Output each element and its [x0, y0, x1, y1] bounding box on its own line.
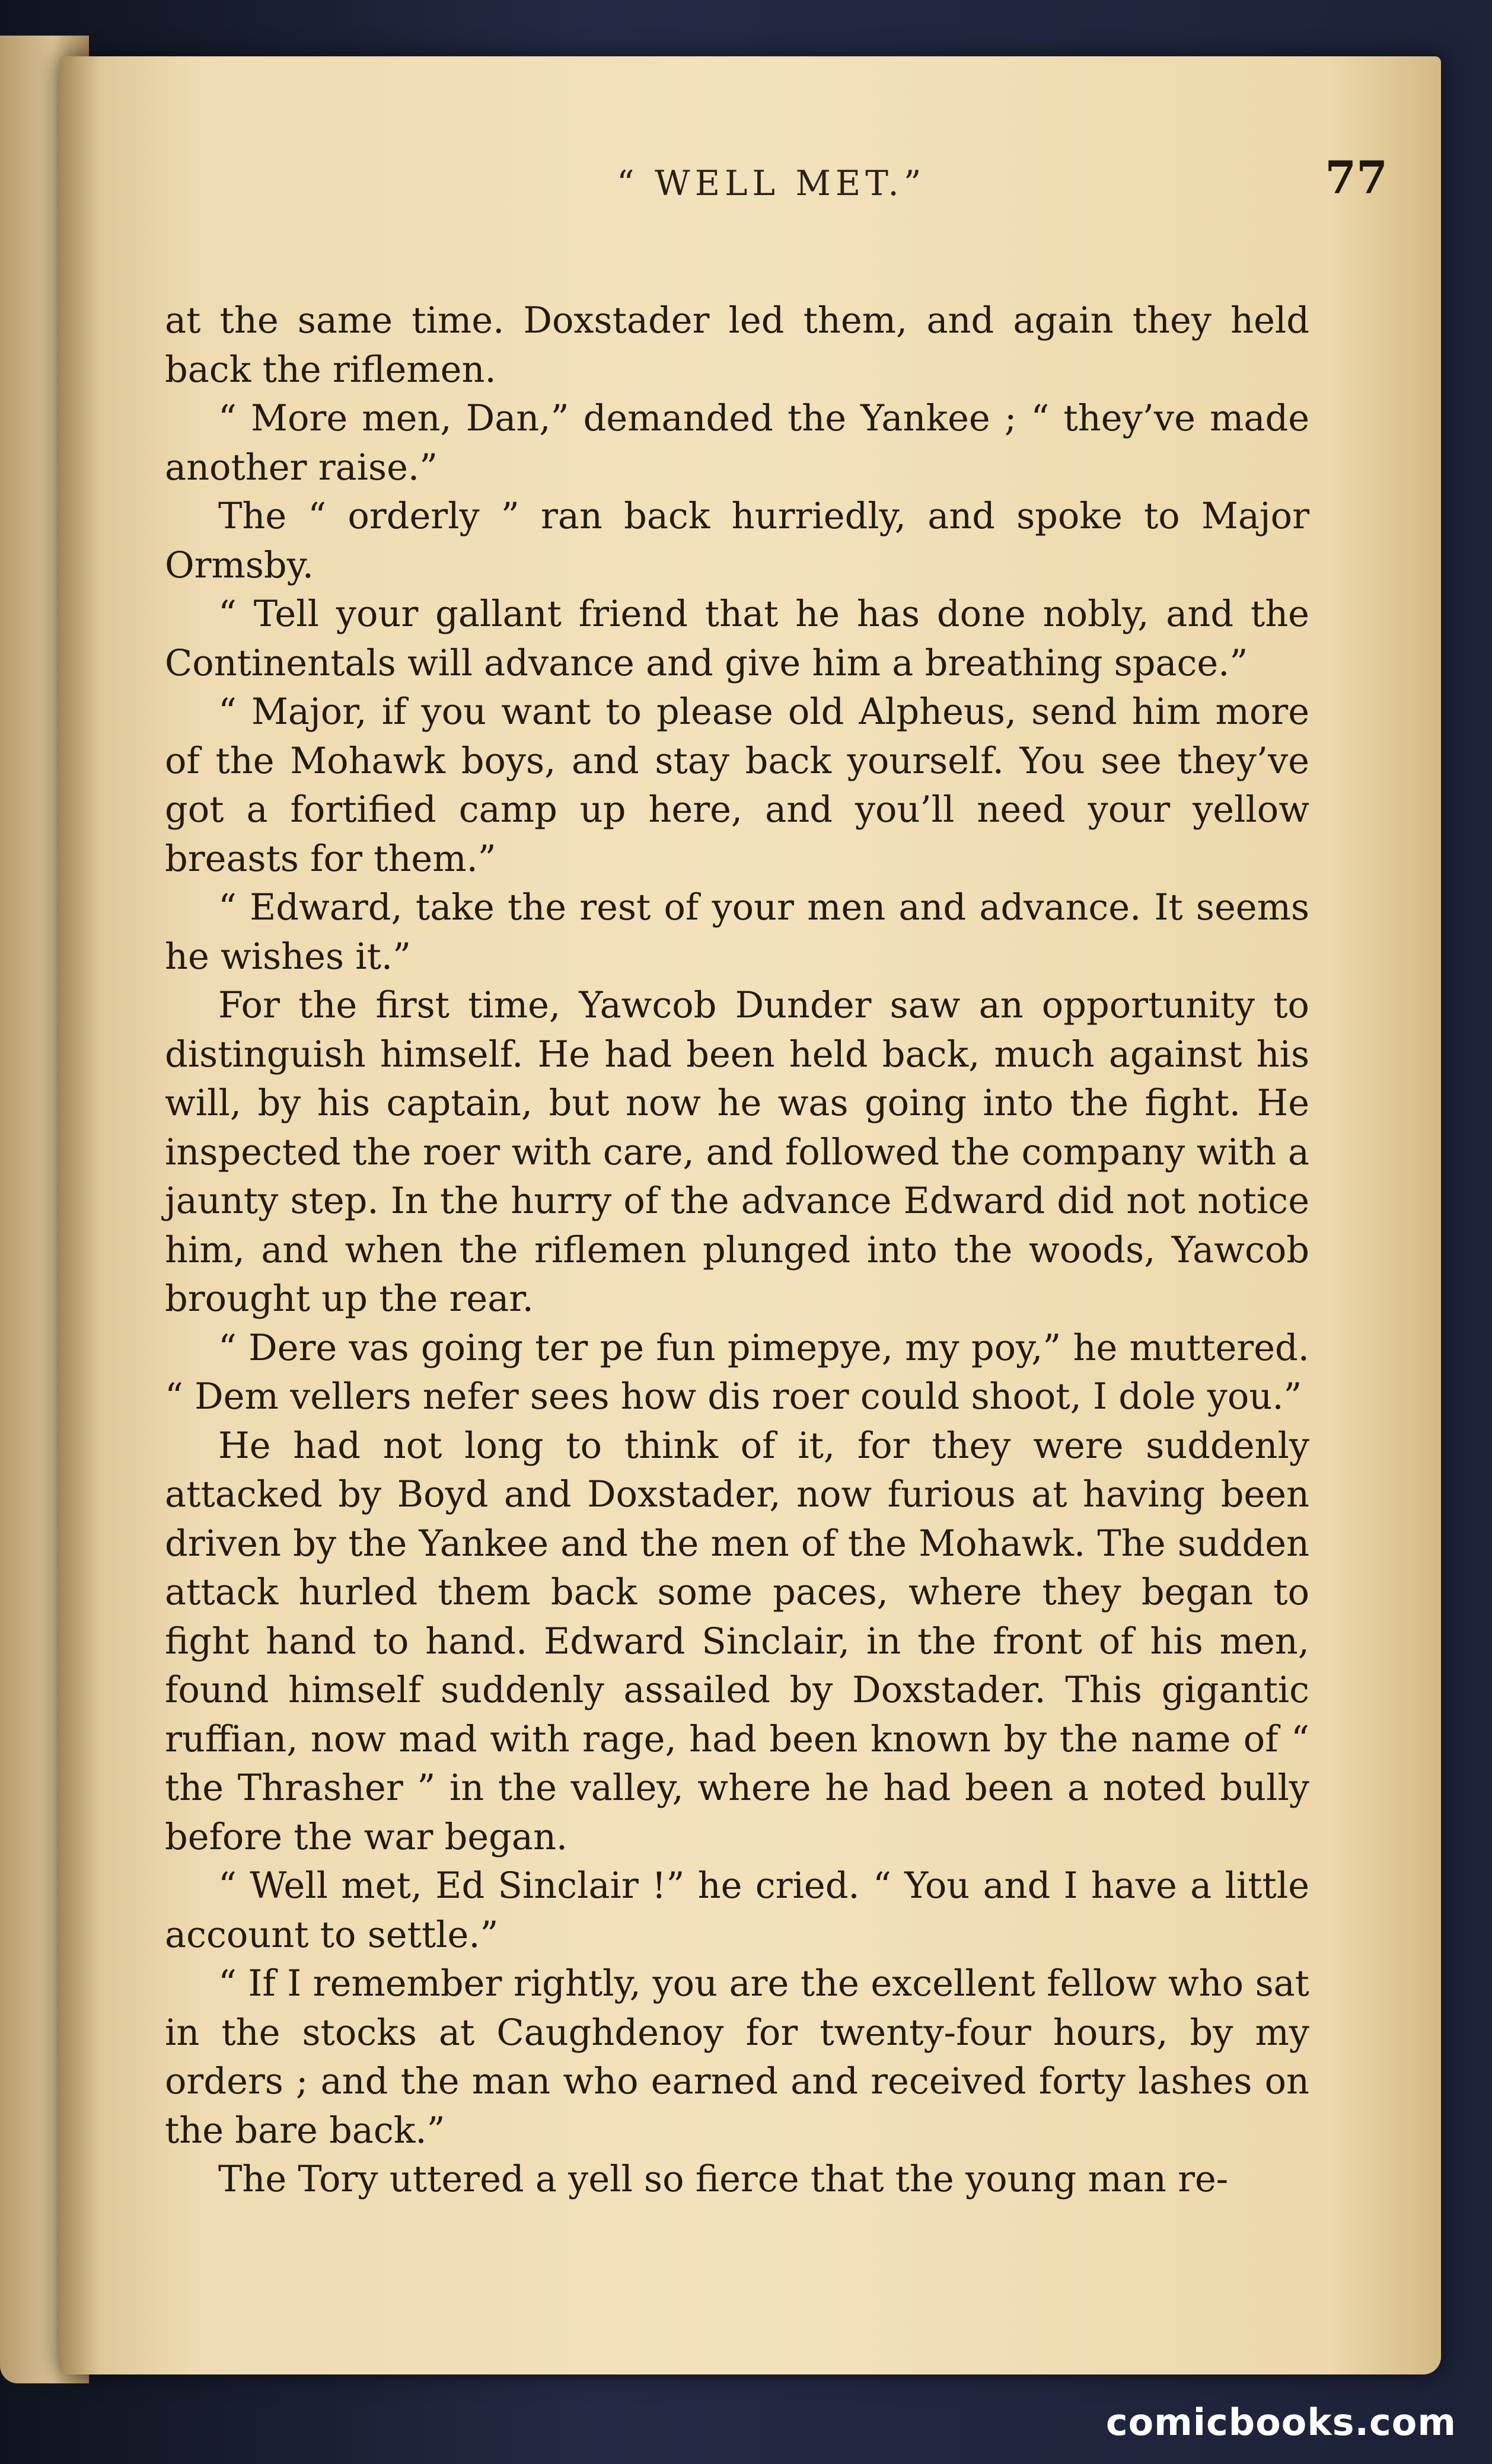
book-page [59, 56, 1441, 2374]
page-header [59, 151, 1441, 222]
paragraph: at the same time. Doxstader led them, and again they held back the riflemen. [165, 300, 1309, 391]
paragraph: The Tory uttered a yell so fierce that the young man re- [218, 2159, 1229, 2200]
paragraph: “ More men, Dan,” demanded the Yankee ; “ they’ve made another raise.” [165, 398, 1309, 489]
paragraph: “ Well met, Ed Sinclair !” he cried. “ You and I have a little account to settle.” [165, 1865, 1309, 1956]
paragraph: “ Major, if you want to please old Alpheus, send him more of the Mohawk boys, and stay back yourself. You see they’ve got a fortified camp up here, and you’ll need your yellow breasts for them.” [165, 691, 1309, 880]
page-number: 77 [1325, 151, 1388, 204]
running-head: “ WELL MET.” [617, 163, 926, 203]
paragraph: “ Edward, take the rest of your men and advance. It seems he wishes it.” [165, 887, 1309, 978]
paragraph: “ Tell your gallant friend that he has done nobly, and the Continentals will advance and give him a breathing space.” [165, 593, 1309, 684]
body-text [165, 296, 1309, 2204]
paragraph: “ If I remember rightly, you are the excellent fellow who sat in the stocks at Caughdenoy for twenty-four hours, by my orders ; and the man who earned and received forty lashes on the bare back.” [165, 1963, 1309, 2152]
watermark: comicbooks.com [1105, 2401, 1456, 2444]
paragraph: “ Dere vas going ter pe fun pimepye, my poy,” he muttered. “ Dem vellers nefer sees how dis roer could shoot, I dole you.” [165, 1327, 1309, 1418]
paragraph: He had not long to think of it, for they were suddenly attacked by Boyd and Doxstader, now furious at having been driven by the Yankee and the men of the Mohawk. The sudden attack hurled them back some paces, where they began to fight hand to hand. Edward Sinclair, in the front of his men, found himself suddenly assailed by Doxstader. This gigantic ruffian, now mad with rage, had been known by the name of “ the Thrasher ” in the valley, where he had been a noted bully before the war began. [165, 1425, 1309, 1858]
paragraph: The “ orderly ” ran back hurriedly, and spoke to Major Ormsby. [165, 496, 1309, 586]
paragraph: For the first time, Yawcob Dunder saw an opportunity to distinguish himself. He had been held back, much against his will, by his captain, but now he was going into the fight. He inspected the roer with care, and followed the company with a jaunty step. In the hurry of the advance Edward did not notice him, and when the riflemen plunged into the woods, Yawcob brought up the rear. [165, 985, 1309, 1320]
